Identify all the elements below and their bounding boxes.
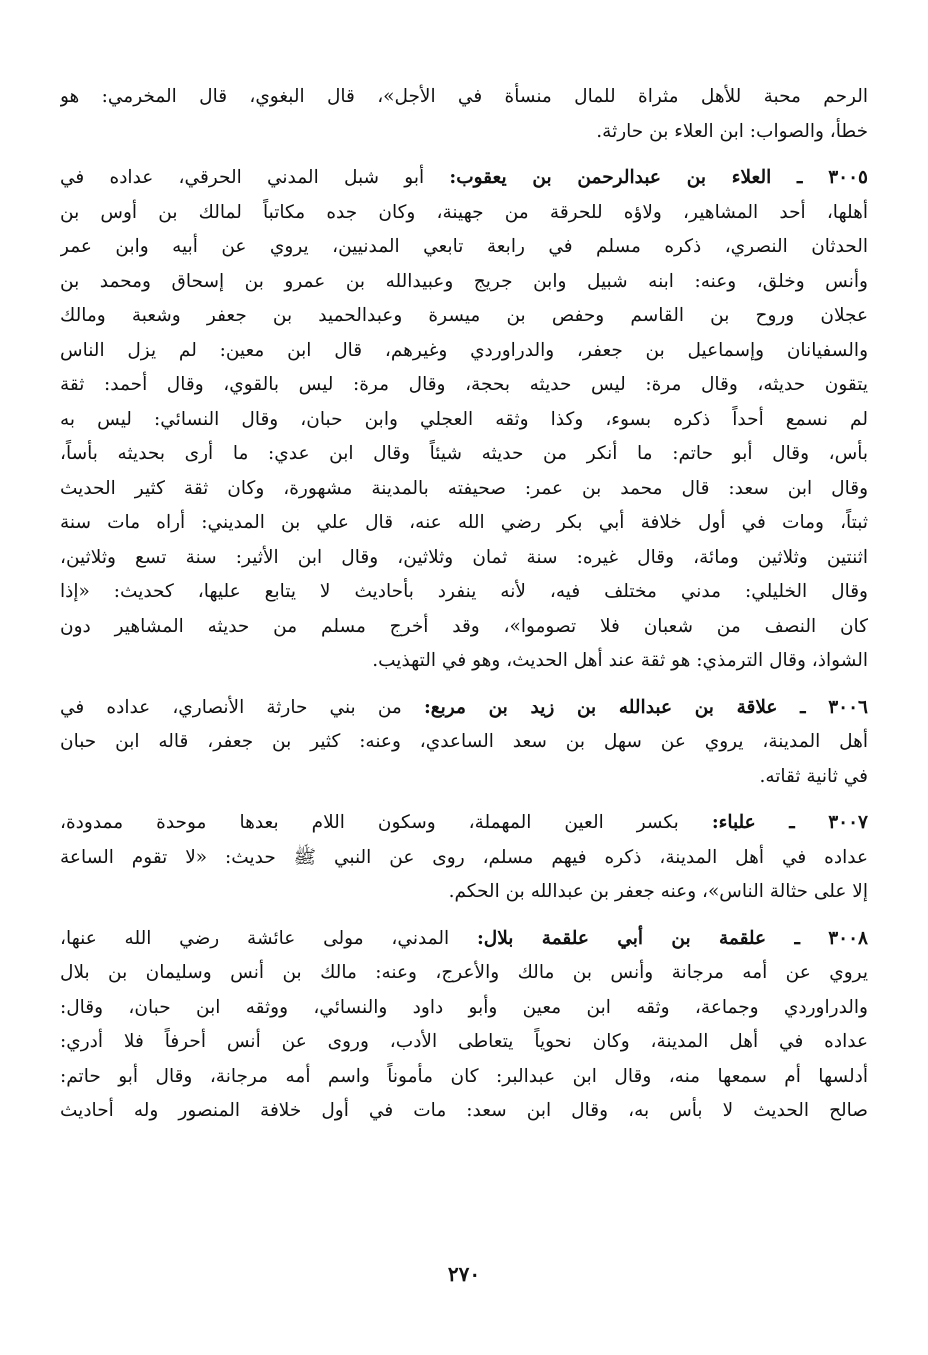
paragraph-continuation (60, 80, 868, 149)
text-line (60, 806, 868, 841)
text-line: صالح الحديث لا بأس به، وقال ابن سعد: مات في أول خلافة المنصور وله أحاديث (60, 1100, 868, 1121)
text-line: عجلان وروح بن القاسم وحفص بن ميسرة وعبدالحميد بن جعفر وشعبة ومالك (60, 305, 868, 326)
entry-3005 (60, 161, 868, 679)
text-line: يروي عن أمه مرجانة وأنس بن مالك والأعرج، وعنه: مالك بن أنس وسليمان بن بلال (60, 962, 868, 983)
text-line: يتقون حديثه، وقال مرة: ليس حديثه بحجة، وقال مرة: ليس بالقوي، وقال أحمد: ثقة (60, 374, 868, 395)
entry-3006 (60, 691, 868, 795)
text-line (60, 691, 868, 726)
text-line: لم نسمع أحداً ذكره بسوء، وكذا وثقه العجلي وابن حبان، وقال النسائي: ليس به (60, 408, 868, 430)
text-line: الرحم محبة للأهل مثراة للمال منسأة في الأجل»، قال البغوي، قال المخرمي: هو (60, 86, 868, 107)
text-line: أهل المدينة، يروي عن سهل بن سعد الساعدي، وعنه: كثير بن جعفر، قاله ابن حبان (60, 731, 868, 752)
entry-heading: ٣٠٠٨ ـ علقمة بن أبي علقمة بلال: (476, 927, 868, 949)
page-number: ٢٧٠ (447, 1262, 481, 1286)
text-line: اثنتين وثلاثين ومائة، وقال غيره: سنة ثمان وثلاثين، وقال ابن الأثير: سنة تسع وثلاثين، (60, 546, 868, 568)
page-body (60, 80, 868, 1141)
text-line: وأنس وخلق، وعنه: ابنه شبيل وابن جريج وعبيدالله بن عمرو بن إسحاق ومحمد بن (60, 270, 868, 292)
text-line: خطأ، والصواب: ابن العلاء بن حارثة. (596, 120, 868, 142)
text-line: أهلها، أحد المشاهير، ولاؤه للحرقة من جهينة، وكان جده مكاتباً لمالك بن أوس بن (60, 201, 868, 223)
text-line: في ثانية ثقاته. (759, 765, 868, 787)
text-segment: المدني، مولى عائشة رضي الله عنها، (60, 927, 450, 949)
text-line: إلا على حثالة الناس»، وعنه جعفر بن عبدالله بن الحكم. (448, 881, 868, 902)
text-line: ثبتاً، ومات في أول خلافة أبي بكر رضي الله عنه، قال علي بن المديني: أراه مات سنة (60, 512, 868, 533)
text-line (60, 922, 868, 957)
text-line: وقال ابن سعد: قال محمد بن عمر: صحيفته بالمدينة مشهورة، وكان ثقة كثير الحديث (60, 477, 868, 499)
text-line: أدلسها أم سمعها منه، وقال ابن عبدالبر: كان مأموناً واسم أمه مرجانة، وقال أبو حاتم: (60, 1065, 868, 1087)
text-line: بأس، وقال أبو حاتم: ما أنكر من حديثه شيئاً وقال ابن عدي: ما أرى بحديثه بأساً، (60, 443, 868, 464)
entry-heading: ٣٠٠٦ ـ علاقة بن عبدالله بن زيد بن مربع: (423, 696, 868, 718)
text-line: وقال الخليلي: مدني مختلف فيه، لأنه ينفرد بأحاديث لا يتابع عليها، كحديث: «إذا (60, 581, 868, 602)
text-segment: أبو شبل المدني الحرقي، عداده في (60, 167, 425, 188)
text-line: كان النصف من شعبان فلا تصوموا»، وقد أخرج مسلم من حديثه المشاهير دون (60, 615, 868, 637)
entry-3008 (60, 922, 868, 1129)
entry-heading: ٣٠٠٧ ـ علباء: (711, 812, 868, 833)
text-line: الشواذ، وقال الترمذي: هو ثقة عند أهل الحديث، وهو في التهذيب. (372, 650, 868, 671)
text-segment: بكسر العين المهملة، وسكون اللام بعدها موحدة ممدودة، (60, 812, 679, 833)
text-line (60, 161, 868, 196)
entry-3007 (60, 806, 868, 910)
text-line: عداده في أهل المدينة، ذكره فيهم مسلم، روى عن النبي ﷺ حديث: «لا تقوم الساعة (60, 846, 868, 868)
text-line: الحدثان النصري، ذكره مسلم في رابعة تابعي المدنيين، يروي عن أبيه وابن عمر (60, 236, 868, 257)
entry-heading: ٣٠٠٥ ـ العلاء بن عبدالرحمن بن يعقوب: (449, 167, 868, 188)
text-line: والدراوردي وجماعة، وثقه ابن معين وأبو داود والنسائي، ووثقه ابن حبان، وقال: (60, 996, 868, 1018)
text-segment: من بني حارثة الأنصاري، عداده في (60, 696, 402, 718)
text-line: والسفيانان وإسماعيل بن جعفر، والدراوردي وغيرهم، قال ابن معين: لم يزل الناس (60, 339, 868, 361)
text-line: عداده في أهل المدينة، وكان نحوياً يتعاطى الأدب، وروى عن أنس أحرفاً فلا أدري: (60, 1031, 868, 1052)
